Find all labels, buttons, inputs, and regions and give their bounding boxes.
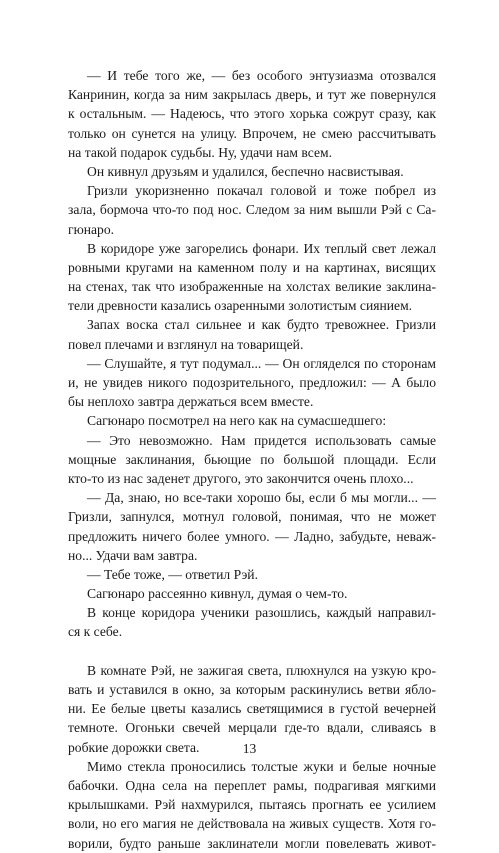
text-line: но... Удачи вам завтра. xyxy=(68,547,198,563)
text-line: — Да, знаю, но все-таки хорошо бы, если б мы могли... — xyxy=(87,490,436,506)
text-line: Сагюнаро посмотрел на него как на сумасшедшего: xyxy=(87,413,387,429)
paragraph xyxy=(68,584,436,603)
paragraph xyxy=(68,162,436,181)
text-line: — И тебе того же, — без особого энтузиазма отозвался xyxy=(87,68,436,83)
text-line: на стенах, так что изображенные на холстах великие заклина- xyxy=(68,279,436,295)
text-line: на такой подарок судьбы. Ну, удачи нам всем. xyxy=(68,144,333,160)
text-line: — Это невозможно. Нам придется использовать самые xyxy=(87,432,436,448)
text-line: Сагюнаро рассеянно кивнул, думая о чем-то. xyxy=(87,586,348,602)
page-number: 13 xyxy=(242,741,257,756)
text-line: Гризли укоризненно покачал головой и тоже побрел из xyxy=(87,183,436,199)
section-break xyxy=(68,642,436,661)
text-line: ни. Ее белые цветы казались светящимися в густой вечерней xyxy=(68,701,436,717)
text-line: вать и уставился в окно, за которым раскинулись ветви ябло- xyxy=(68,682,436,697)
text-line: к остальным. — Надеюсь, что этого хорька сожрут сразу, как xyxy=(68,106,436,122)
text-line: Мимо стекла проносились толстые жуки и белые ночные xyxy=(87,758,436,774)
book-page-text xyxy=(68,66,436,853)
text-line: предложить ничего более умного. — Ладно, забудьте, невaж- xyxy=(68,528,436,544)
text-line: — Слушайте, я тут подумал... — Он огляделся по сторонам xyxy=(87,355,436,371)
text-line: В конце коридора ученики разошлись, каждый направил- xyxy=(87,605,436,621)
paragraph xyxy=(68,603,436,641)
paragraph xyxy=(68,488,436,565)
text-line: повел плечами и взглянул на товарищей. xyxy=(68,336,304,352)
text-line: воли, но его магия не действовала на живых существ. Хотя го- xyxy=(68,816,436,832)
paragraph xyxy=(68,315,436,353)
text-line: В коридоре уже загорелись фонари. Их теплый свет лежал xyxy=(87,240,436,256)
text-line: робкие дорожки света. xyxy=(68,739,200,755)
paragraph xyxy=(68,181,436,239)
text-line: Гризли, запнулся, мотнул головой, понимая, что не может xyxy=(68,509,436,525)
text-line: тели древности казались озаренными золотистым сиянием. xyxy=(68,298,413,314)
text-line: Канринин, когда за ним закрылась дверь, и тут же повернулся xyxy=(68,87,436,103)
text-line: Запах воска стал сильнее и как будто тревожнее. Гризли xyxy=(87,317,436,333)
text-line: В комнате Рэй, не зажигая света, плюхнулся на узкую кро- xyxy=(87,662,436,678)
text-line: Он кивнул друзьям и удалился, беспечно насвистывая. xyxy=(87,163,404,179)
text-line: мощные заклинания, бьющие по большой площади. Если xyxy=(68,451,436,467)
text-line: бы неплохо завтра держаться всем вместе. xyxy=(68,394,314,410)
text-line: кто-то из нас заденет другого, это закончится очень плохо... xyxy=(68,470,414,486)
text-line: только он сунется на улицу. Впрочем, не смею рассчитывать xyxy=(68,125,436,141)
text-line: ровными кругами на каменном полу и на картинах, висящих xyxy=(68,259,436,275)
paragraph xyxy=(68,354,436,412)
paragraph xyxy=(68,565,436,584)
text-line: темноте. Огоньки свечей мерцали где-то вдали, сливаясь в xyxy=(68,720,436,736)
text-line: и, не увидев никого подозрительного, предложил: — А было xyxy=(68,375,436,390)
text-line: крылышками. Рэй нахмурился, пытаясь прогнать ее усилием xyxy=(68,797,436,813)
text-line: бабочки. Одна села на переплет рамы, подрагивая мягкими xyxy=(68,777,436,793)
paragraph xyxy=(68,66,436,162)
text-line: ся к себе. xyxy=(68,624,123,640)
text-line: гюнаро. xyxy=(68,221,115,237)
text-line: ворили, будто раньше заклинатели могли повелевать живот- xyxy=(68,835,436,851)
paragraph xyxy=(68,757,436,853)
text-line: — Тебе тоже, — ответил Рэй. xyxy=(87,566,258,582)
paragraph xyxy=(68,431,436,489)
paragraph xyxy=(68,411,436,430)
paragraph xyxy=(68,239,436,316)
text-line: зала, бормоча что-то под нос. Следом за ним вышли Рэй с Са- xyxy=(68,202,436,218)
